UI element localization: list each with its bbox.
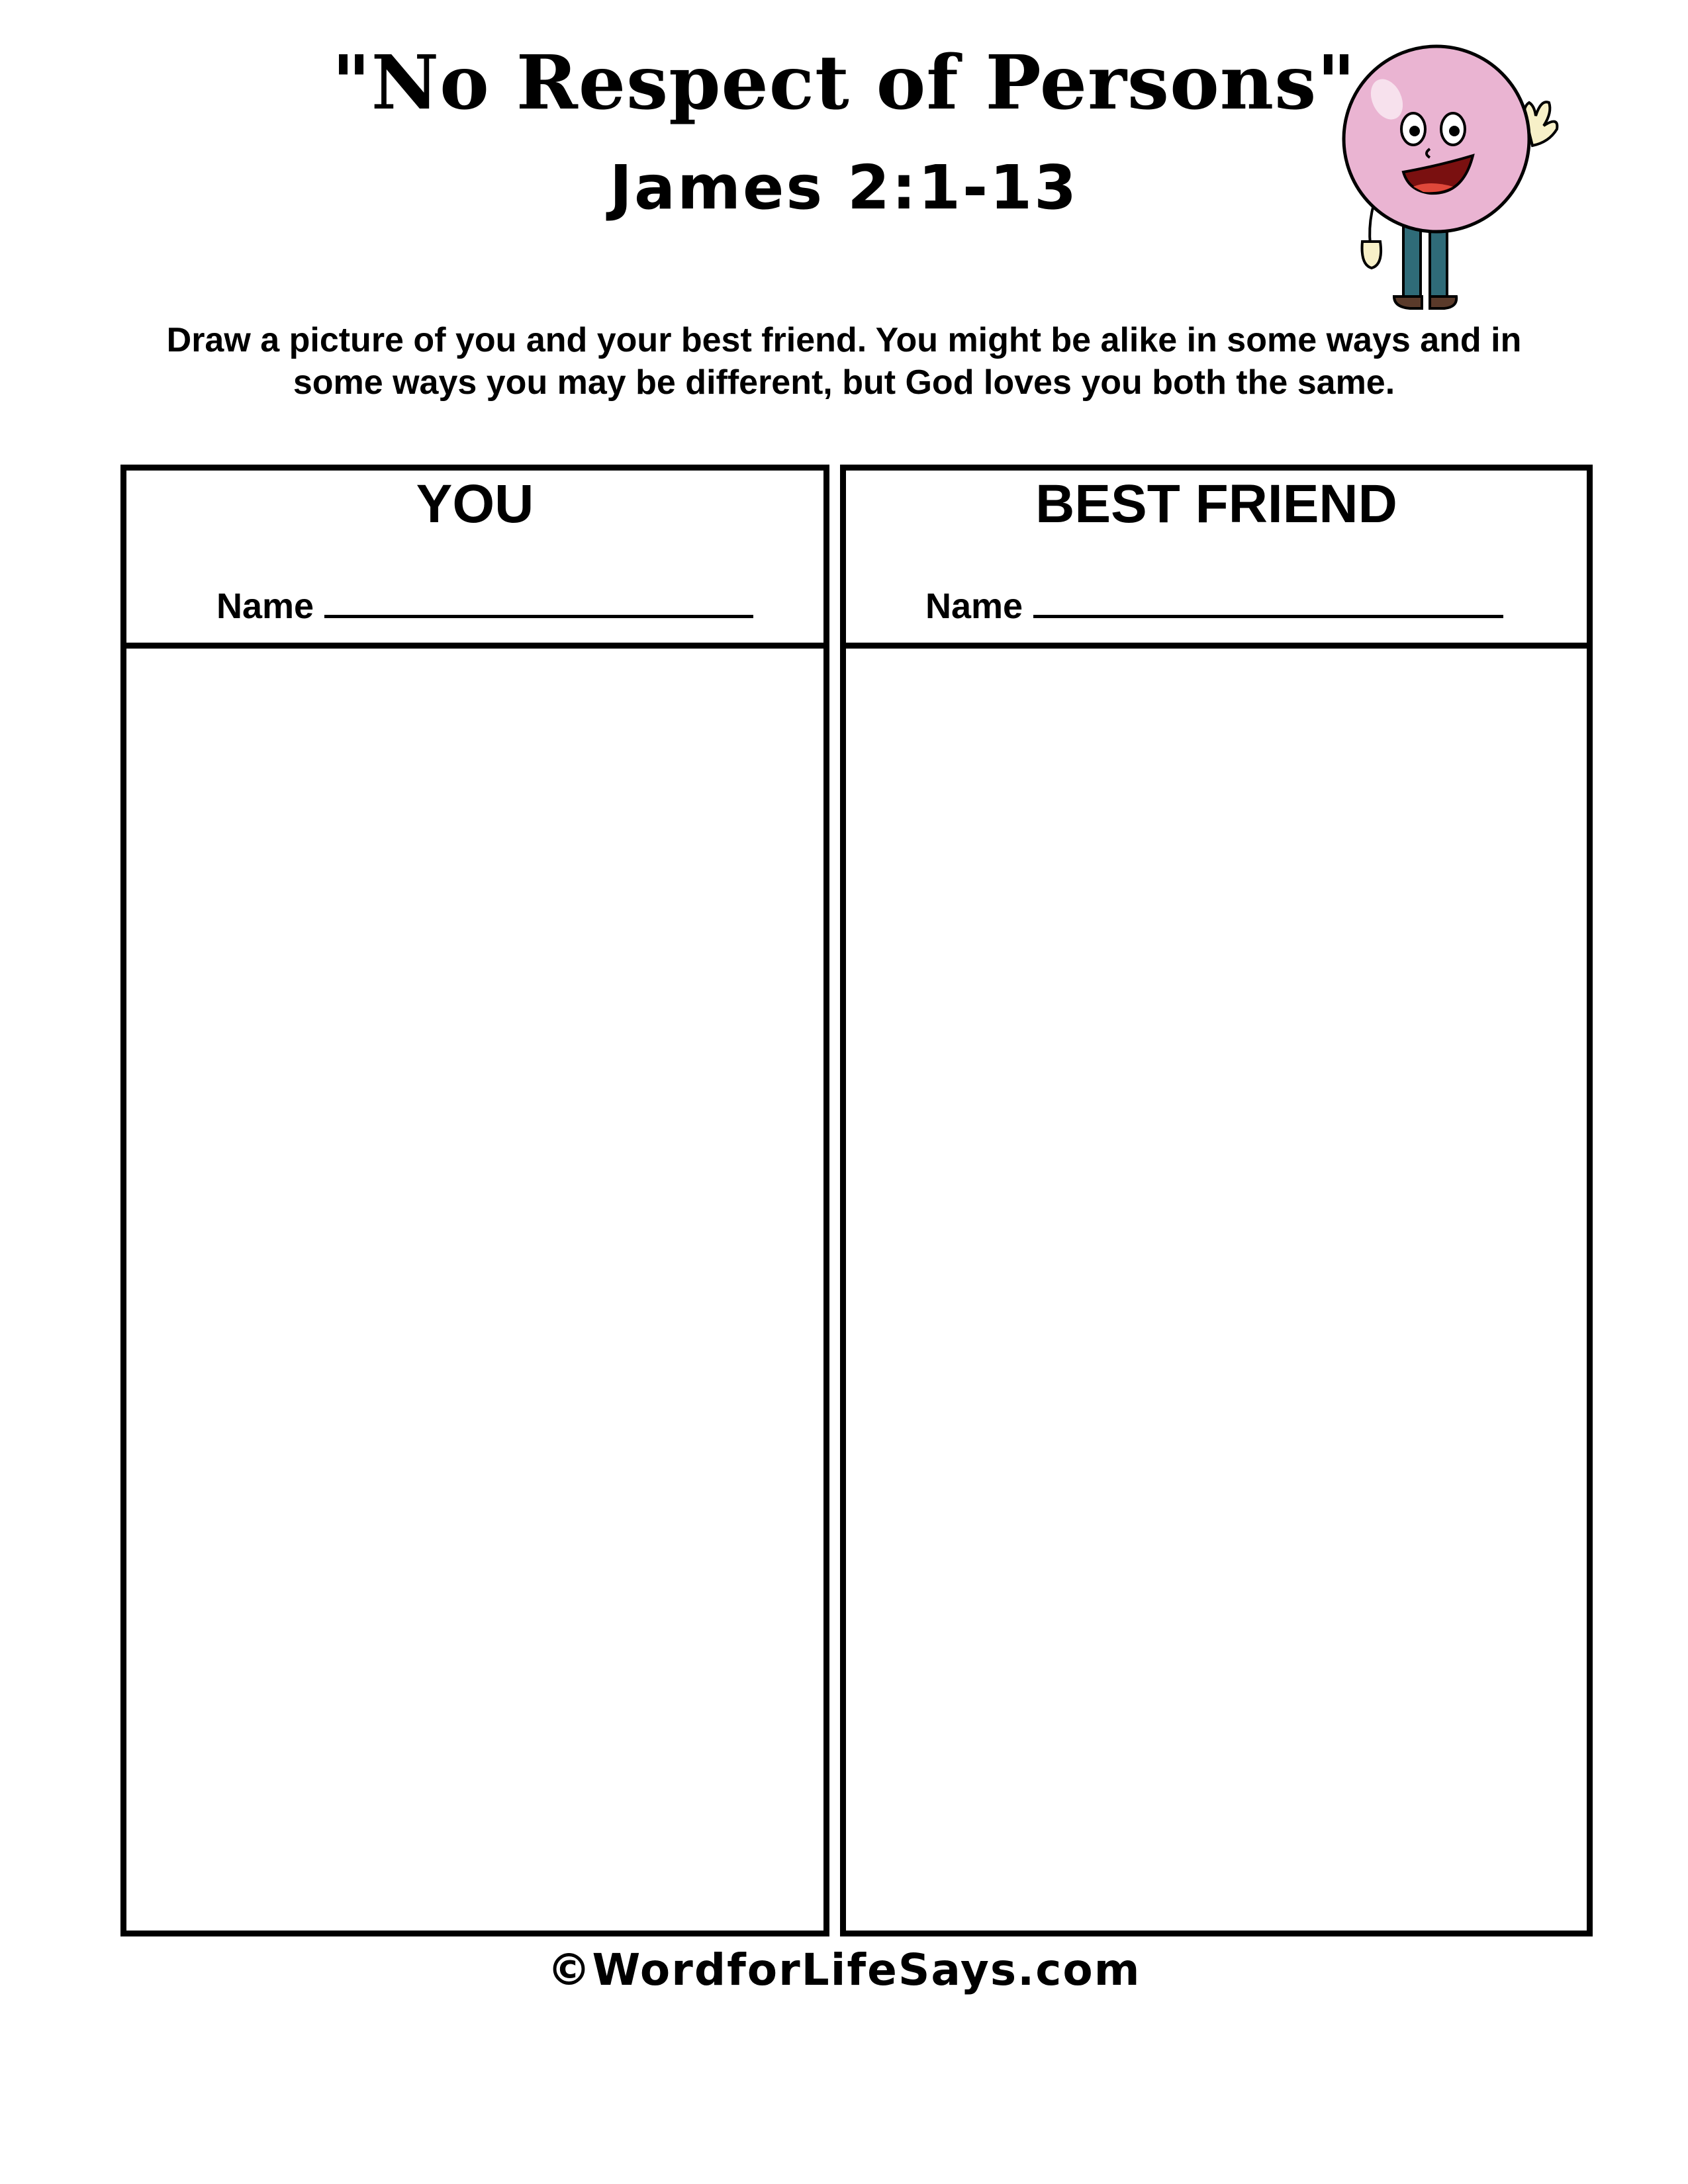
best-friend-column-title: BEST FRIEND [1035, 474, 1397, 534]
instructions-text [106, 319, 1582, 404]
best-friend-name-field[interactable] [1033, 588, 1503, 618]
you-drawing-area[interactable] [126, 649, 823, 1931]
page-title: "No Respect of Persons" [332, 40, 1356, 126]
best-friend-column [840, 465, 1593, 1936]
best-friend-name-row [925, 588, 1503, 624]
instructions-line-1: Draw a picture of you and your best friend. You might be alike in some ways and in [166, 321, 1522, 359]
you-column-header [126, 471, 823, 649]
you-name-field[interactable] [324, 588, 753, 618]
you-name-label: Name [216, 586, 314, 626]
you-column [120, 465, 829, 1936]
mascot-character-icon [1331, 40, 1569, 331]
mascot-body [1344, 46, 1529, 232]
mascot-left-shoe [1394, 296, 1422, 308]
mascot-left-glove-icon [1362, 242, 1382, 268]
instructions-line-2: some ways you may be different, but God loves you both the same. [293, 363, 1395, 402]
scripture-reference: James 2:1-13 [609, 152, 1079, 223]
you-name-row [216, 588, 753, 624]
best-friend-column-header [846, 471, 1587, 649]
copyright-footer: ©WordforLifeSays.com [547, 1944, 1141, 1995]
best-friend-name-label: Name [925, 586, 1023, 626]
you-column-title: YOU [416, 474, 534, 534]
best-friend-drawing-area[interactable] [846, 649, 1587, 1931]
drawing-worksheet [120, 465, 1593, 1936]
mascot-right-shoe [1430, 296, 1456, 308]
